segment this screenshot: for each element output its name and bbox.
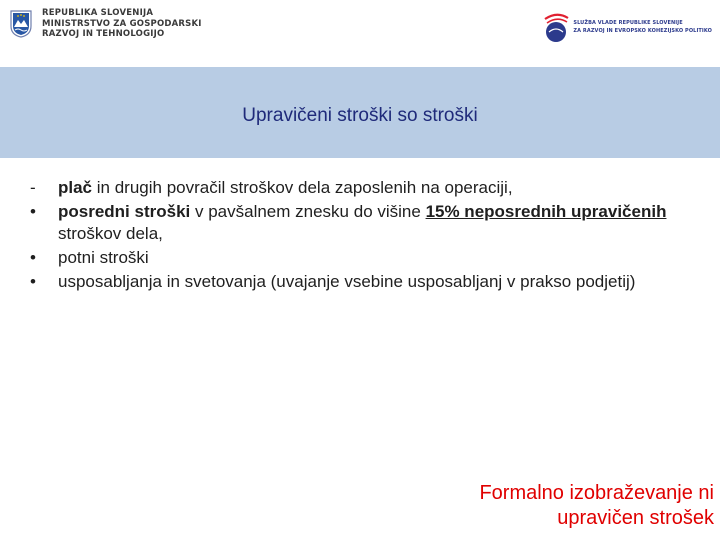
bullet-text bbox=[58, 247, 686, 269]
bullet-list bbox=[26, 177, 686, 295]
bullet-text-segment: usposabljanja in svetovanja (uvajanje vsebine usposabljanj v prakso podjetij) bbox=[58, 272, 636, 291]
note-line: upravičen strošek bbox=[557, 507, 714, 529]
bullet-text-segment: posredni stroški bbox=[58, 202, 191, 221]
svrk-logo-icon bbox=[541, 10, 571, 44]
ministry-line: REPUBLIKA SLOVENIJA bbox=[42, 8, 154, 18]
ministry-line: RAZVOJ IN TEHNOLOGIJO bbox=[42, 29, 165, 39]
bullet-item bbox=[26, 177, 686, 199]
slovenia-coat-of-arms-icon bbox=[10, 10, 32, 38]
bullet-text bbox=[58, 201, 686, 245]
bullet-text-segment: 15% neposrednih upravičenih bbox=[425, 202, 667, 221]
bullet-item bbox=[26, 271, 686, 293]
bullet-marker: • bbox=[30, 248, 36, 267]
svrk-line: SLUŽBA VLADE REPUBLIKE SLOVENIJE bbox=[573, 20, 683, 26]
svrk-header bbox=[541, 10, 712, 44]
bullet-text-segment: stroškov dela, bbox=[58, 224, 163, 243]
bullet-text bbox=[58, 177, 686, 199]
ministry-header bbox=[10, 8, 202, 40]
bullet-marker: - bbox=[30, 178, 36, 197]
note-text bbox=[479, 481, 714, 531]
ministry-line: MINISTRSTVO ZA GOSPODARSKI bbox=[42, 18, 202, 29]
note-line: Formalno izobraževanje ni bbox=[479, 482, 714, 504]
bullet-text-segment: potni stroški bbox=[58, 248, 149, 267]
bullet-item bbox=[26, 247, 686, 269]
bullet-text-segment: in drugih povračil stroškov dela zaposlenih na operaciji, bbox=[92, 178, 513, 197]
bullet-item bbox=[26, 201, 686, 245]
bullet-text bbox=[58, 271, 686, 293]
bullet-text-segment: plač bbox=[58, 178, 93, 197]
bullet-text-segment: v pavšalnem znesku do višine bbox=[190, 202, 426, 221]
svrk-line: ZA RAZVOJ IN EVROPSKO KOHEZIJSKO POLITIKO bbox=[573, 28, 712, 34]
ministry-name bbox=[42, 8, 202, 40]
slide-title: Upravičeni stroški so stroški bbox=[242, 104, 478, 126]
svrk-name bbox=[573, 19, 712, 35]
bullet-marker: • bbox=[30, 202, 36, 221]
title-banner bbox=[0, 67, 720, 158]
bullet-marker: • bbox=[30, 272, 36, 291]
